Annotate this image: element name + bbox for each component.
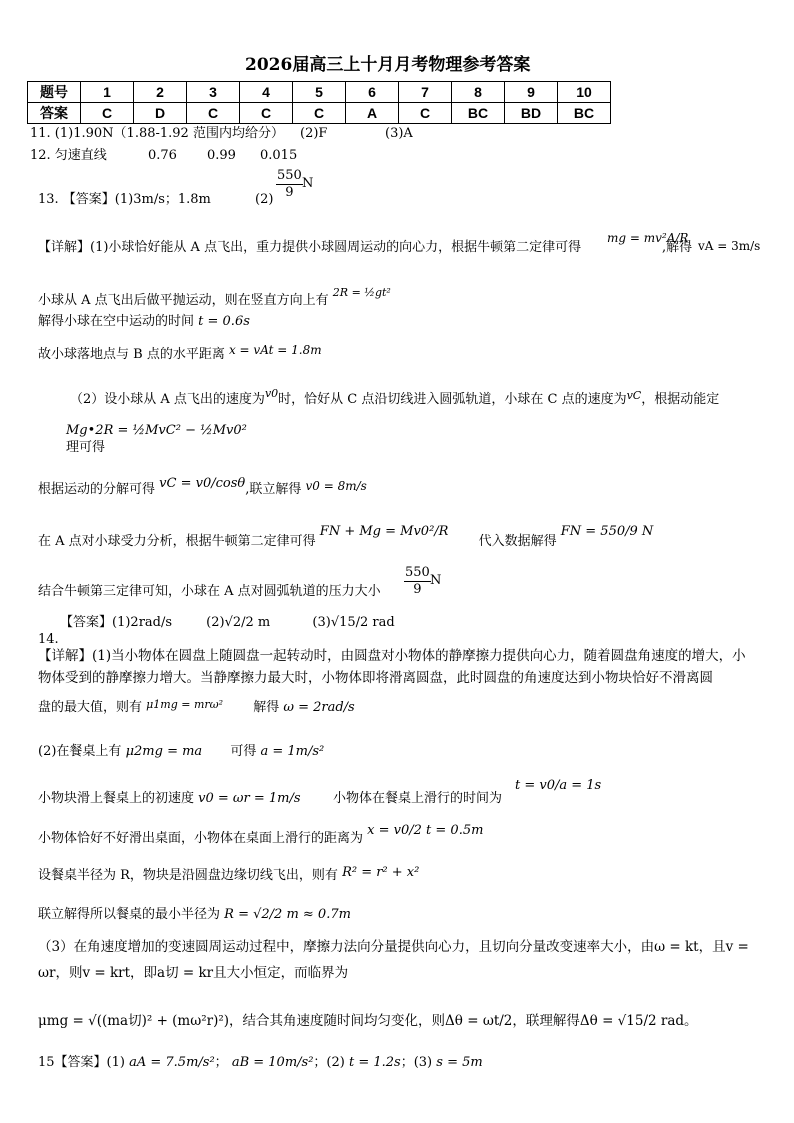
q13-detail-9 — [38, 584, 381, 600]
row-label-number: 题号 — [28, 82, 81, 103]
question-number: 8 — [452, 82, 505, 103]
q13-part2-label: (2) — [255, 192, 274, 207]
q14-number: 14. — [38, 632, 59, 647]
detail-text: 设餐桌半径为 R，物块是沿圆盘边缘切线飞出，则有 — [38, 868, 338, 883]
question-number: 7 — [399, 82, 452, 103]
answer-cell: C — [240, 103, 293, 124]
equation: FN + Mg = Mv0²/R — [319, 524, 449, 539]
row-label-answer: 答案 — [28, 103, 81, 124]
fraction-numerator: 550 — [405, 565, 430, 580]
q13-d1-result: vA = 3m/s — [698, 239, 761, 253]
answer-label: (2) — [206, 615, 225, 630]
detail-text: μmg = √((ma切)² + (mω²r)²)，结合其角速度随时间均匀变化，则Δθ = ωt/2，联理解得Δθ = √15/2 rad。 — [38, 1013, 698, 1029]
detail-text: 时，恰好从 C 点沿切线进入圆弧轨道，小球在 C 点的速度为 — [278, 392, 627, 407]
detail-text: 结合牛顿第三定律可知，小球在 A 点对圆弧轨道的压力大小 — [38, 584, 381, 599]
answer-cell: BC — [452, 103, 505, 124]
equation: x = v0/2 t = 0.5m — [367, 823, 484, 838]
answer-cell: C — [81, 103, 134, 124]
fraction-denominator: 9 — [413, 582, 422, 597]
detail-text: （2）设小球从 A 点飞出的速度为 — [70, 392, 265, 407]
fraction-numerator: 550 — [277, 168, 302, 183]
answer-value: s = 5m — [436, 1055, 483, 1070]
q13-eq-energy: Mg•2R = ½MvC² − ½Mv0² — [66, 423, 247, 438]
q14-eq-time: t = v0/a = 1s — [515, 778, 602, 793]
detail-text: 小球从 A 点飞出后做平抛运动，则在竖直方向上有 — [38, 293, 329, 308]
q12-part4: 0.015 — [260, 148, 298, 163]
equation: μ1mg = mrω² — [146, 698, 224, 711]
detail-text: 联立解得所以餐桌的最小半径为 — [38, 907, 221, 922]
answer-value: aA = 7.5m/s² — [129, 1055, 215, 1070]
detail-text: 解得小球在空中运动的时间 — [38, 314, 195, 329]
q13-detail-4 — [38, 343, 322, 363]
detail-text: 解得 — [253, 700, 280, 715]
q13-final-fraction — [404, 565, 431, 598]
q11-part3: (3)A — [385, 126, 413, 141]
question-number: 2 — [134, 82, 187, 103]
symbol-vc: vC — [626, 389, 642, 402]
answer-cell: BC — [558, 103, 611, 124]
detail-text: （3）在角速度增加的变速圆周运动过程中，摩擦力法向分量提供向心力，且切向分量改变速率大小，由ω = kt，且v = ωr，则v = krt，即a切 = kr且大小恒定，而临界为 — [38, 939, 749, 981]
detail-text: 根据运动的分解可得 — [38, 482, 156, 497]
detail-text: (2)在餐桌上有 — [38, 744, 122, 759]
answer-label: ；(2) — [313, 1055, 345, 1070]
q14-detail-1 — [38, 645, 758, 689]
q13-fraction — [276, 168, 303, 201]
question-number: 5 — [293, 82, 346, 103]
answer-cell: BD — [505, 103, 558, 124]
detail-text: 【详解】(1)小球恰好能从 A 点飞出，重力提供小球圆周运动的向心力，根据牛顿第二定律可得 — [38, 240, 582, 255]
answer-table — [27, 81, 611, 124]
q13-detail-7 — [38, 476, 367, 498]
detail-text: 小物体在餐桌上滑行的时间为 — [333, 791, 503, 806]
question-number: 6 — [346, 82, 399, 103]
detail-text: ，根据动能定 — [641, 392, 720, 407]
q13-detail-8 — [38, 524, 654, 550]
q14-detail-3 — [38, 744, 324, 760]
equation: 2R = ½gt² — [332, 286, 391, 299]
q13-eq-1: mg = mv²A/R — [607, 231, 689, 245]
question-number: 10 — [558, 82, 611, 103]
q12-part3: 0.99 — [207, 148, 236, 163]
separator: ； — [214, 1055, 228, 1070]
equation: t = 0.6s — [198, 314, 250, 329]
unit-n: N — [302, 176, 314, 191]
answer-table-row-answers — [28, 103, 611, 124]
equation: FN = 550/9 N — [560, 524, 654, 539]
q13-detail-6: 理可得 — [66, 440, 106, 455]
q14-detail-6 — [38, 865, 420, 884]
equation: x = vAt = 1.8m — [228, 343, 322, 357]
answer-cell: C — [399, 103, 452, 124]
detail-text: 盘的最大值，则有 — [38, 700, 143, 715]
equation: v0 = ωr = 1m/s — [198, 791, 301, 806]
q14-detail-2 — [38, 700, 355, 716]
question-number: 3 — [187, 82, 240, 103]
answer-value: t = 1.2s — [348, 1055, 401, 1070]
q14-detail-5 — [38, 823, 484, 847]
symbol-v0: v0 — [264, 387, 279, 400]
question-number: 1 — [81, 82, 134, 103]
q14-detail-4 — [38, 791, 301, 807]
q13-answer: 13. 【答案】(1)3m/s；1.8m — [38, 192, 211, 207]
answer-table-row-numbers — [28, 82, 611, 103]
equation: R = √2/2 m ≈ 0.7m — [224, 907, 351, 922]
detail-text: 在 A 点对小球受力分析，根据牛顿第二定律可得 — [38, 534, 316, 549]
question-number: 4 — [240, 82, 293, 103]
q12-part2: 0.76 — [148, 148, 177, 163]
q14-answer-line — [60, 615, 395, 631]
q14-detail-4b — [333, 791, 502, 807]
q11-part2: (2)F — [300, 126, 328, 141]
answer-value: aB = 10m/s² — [231, 1055, 314, 1070]
equation: a = 1m/s² — [260, 744, 325, 759]
q13-detail-5 — [70, 387, 720, 408]
answer-label: ；(3) — [400, 1055, 433, 1070]
q15-answer-line — [38, 1055, 483, 1071]
q13-detail-3 — [38, 314, 250, 330]
equation: ω = 2rad/s — [283, 700, 355, 715]
answer-value: √2/2 m — [224, 615, 271, 630]
q11-line — [30, 126, 413, 142]
q11-part1: 11. (1)1.90N（1.88-1.92 范围内均给分） — [30, 126, 284, 141]
answer-label: 【答案】(1) — [60, 615, 131, 630]
detail-text: 小物体恰好不好滑出桌面，小物体在桌面上滑行的距离为 — [38, 831, 364, 846]
detail-text: 【详解】(1)当小物体在圆盘上随圆盘一起转动时，由圆盘对小物体的静摩擦力提供向心力，随着圆盘角速度的增大，小物体受到的静摩擦力增大。当静摩擦力最大时，小物体即将滑离圆盘，此时圆盘的角速度达到小物块恰好不滑离圆 — [38, 648, 746, 686]
answer-cell: C — [187, 103, 240, 124]
q14-detail-7 — [38, 907, 351, 923]
answer-value: √15/2 rad — [330, 615, 395, 630]
q13-d1-end: ,解得 — [662, 240, 693, 255]
detail-text: 可得 — [230, 744, 257, 759]
fraction-denominator: 9 — [285, 185, 294, 200]
q14-detail-9 — [38, 1012, 698, 1030]
equation: v0 = 8m/s — [305, 479, 367, 493]
detail-text: 代入数据解得 — [478, 534, 557, 549]
detail-text: ,联立解得 — [245, 482, 302, 497]
question-number: 9 — [505, 82, 558, 103]
answer-cell: D — [134, 103, 187, 124]
equation: vC = v0/cosθ — [159, 476, 246, 491]
detail-text: 小物块滑上餐桌上的初速度 — [38, 791, 195, 806]
q14-detail-8 — [38, 934, 758, 986]
unit-n: N — [430, 573, 442, 588]
answer-value: 2rad/s — [130, 615, 173, 630]
detail-text: 故小球落地点与 B 点的水平距离 — [38, 347, 225, 362]
answer-cell: A — [346, 103, 399, 124]
equation: R² = r² + x² — [342, 865, 420, 880]
q13-detail-1 — [38, 240, 581, 256]
answer-label: 15【答案】(1) — [38, 1055, 125, 1070]
equation: μ2mg = ma — [125, 744, 203, 759]
q12-part1: 12. 匀速直线 — [30, 148, 107, 163]
page-title: 2026届高三上十月月考物理参考答案 — [245, 55, 531, 75]
answer-cell: C — [293, 103, 346, 124]
answer-label: (3) — [312, 615, 331, 630]
q12-line — [30, 148, 298, 164]
